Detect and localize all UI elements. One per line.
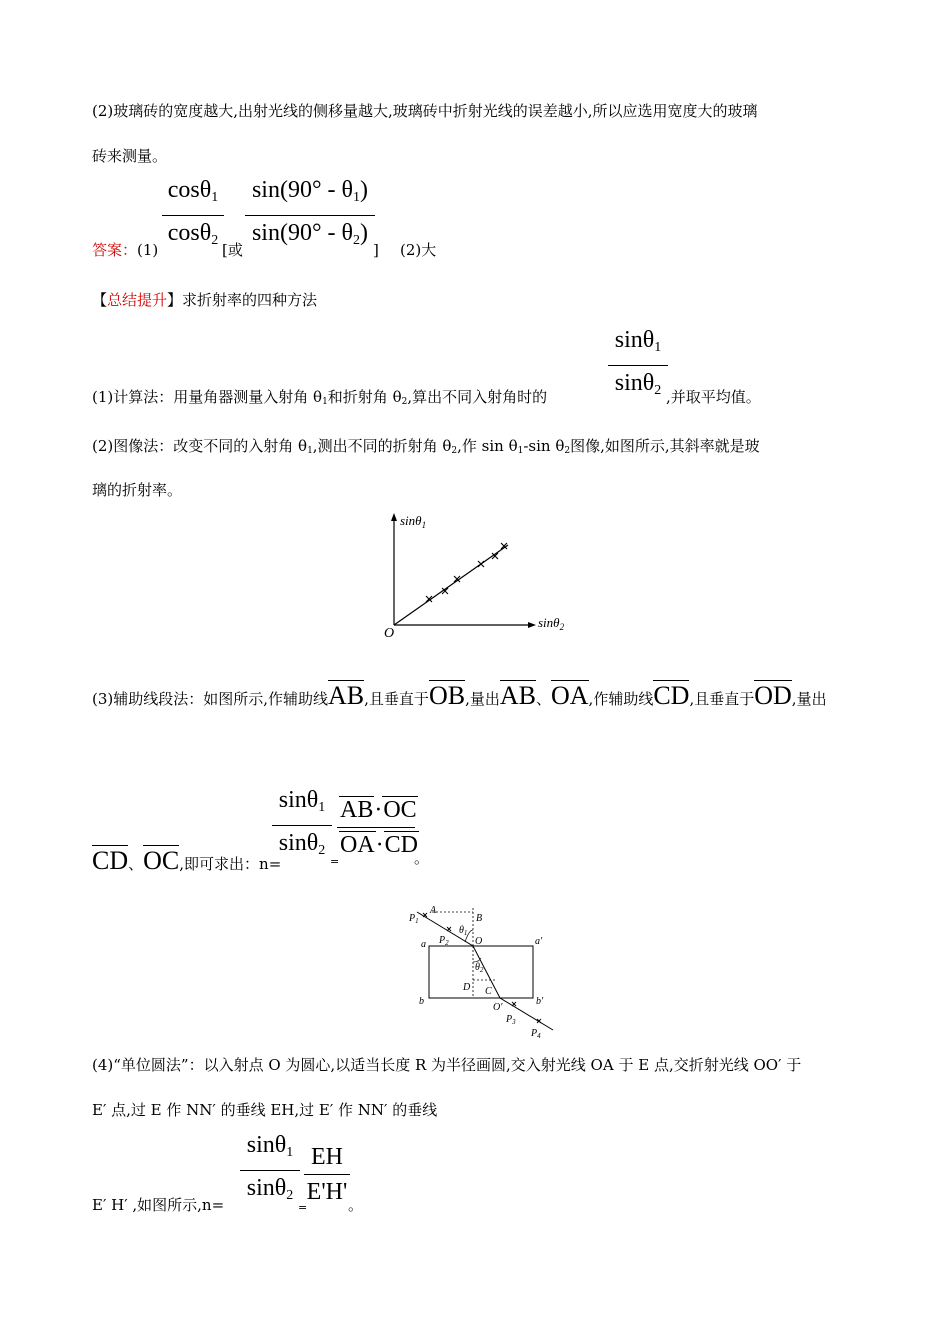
svg-text:D: D [463, 982, 471, 993]
summary-heading: 【总结提升】求折射率的四种方法 [92, 291, 318, 309]
method1-fraction: sinθ$_1$ sinθ$_2$ [608, 325, 668, 406]
method2-line2: 璃的折射率。 [92, 481, 183, 499]
paragraph-line: 砖来测量。 [92, 147, 168, 165]
data-marks [426, 543, 507, 602]
svg-text:P1: $P_1$ [409, 913, 419, 925]
method3-eq: = [330, 855, 340, 868]
answer-line [92, 240, 158, 260]
svg-text:θ2: $\theta_2$ [475, 962, 484, 974]
svg-text:θ1: $\theta_1$ [459, 925, 468, 937]
answer-close: ] [373, 241, 379, 259]
method3-line2: CD、OC,即可求出：n= [92, 846, 282, 875]
answer-label: 答案： [92, 241, 138, 259]
answer-part2: (2)大 [400, 241, 437, 259]
svg-text:P2: $P_2$ [439, 935, 449, 947]
method1-line: (1)计算法：用量角器测量入射角 θ1和折射角 θ2,算出不同入射角时的 [92, 388, 548, 407]
answer-fraction-sin: $\sin(90^\circ - \theta_1)$ $\sin(90^\circ - \theta_2)$ [245, 175, 375, 256]
origin-label: O [384, 626, 395, 641]
svg-text:a: a [421, 939, 426, 950]
answer-or: [或 [222, 241, 243, 259]
method4-fraction-sin: sinθ$_1$ sinθ$_2$ [240, 1130, 300, 1211]
svg-text:b′: b′ [536, 996, 544, 1007]
paragraph-line: (2)玻璃砖的宽度越大,出射光线的侧移量越大,玻璃砖中折射光线的误差越小,所以应选用宽度大的玻璃 [92, 102, 758, 120]
method4-line3: E′ H′ ,如图所示,n= [92, 1196, 225, 1214]
method3-line1: (3)辅助线段法：如图所示,作辅助线AB,且垂直于OB,量出AB、OA,作辅助线CD,且垂直于OD,量出 [92, 681, 827, 710]
answer-part1: (1) [137, 241, 159, 259]
method3-end: 。 [414, 849, 430, 867]
method3-fraction-sin: sinθ$_1$ sinθ$_2$ [272, 785, 332, 866]
sin-graph-figure [370, 505, 590, 645]
method4-line2: E′ 点,过 E 作 NN′ 的垂线 EH,过 E′ 作 NN′ 的垂线 [92, 1101, 438, 1119]
method4-fraction-eh: EH E'H' [304, 1142, 350, 1207]
method4-end: 。 [348, 1196, 364, 1214]
y-axis-label: sinθ$_1$ [400, 513, 427, 530]
svg-text:b: b [419, 996, 424, 1007]
svg-text:B: B [476, 913, 483, 924]
svg-text:C: C [485, 986, 492, 997]
svg-text:O: O [475, 936, 483, 947]
x-axis-label: sinθ$_2$ [538, 615, 565, 632]
svg-text:P4: $P_4$ [531, 1028, 541, 1040]
method1-end: ,并取平均值。 [666, 388, 761, 406]
method2-line: (2)图像法：改变不同的入射角 θ1,测出不同的折射角 θ2,作 sin θ1-sin θ2图像,如图所示,其斜率就是玻 [92, 437, 760, 456]
svg-text:P3: $P_3$ [506, 1014, 516, 1026]
svg-text:a′: a′ [535, 936, 543, 947]
refraction-diagram [395, 900, 570, 1045]
method4-eq: = [298, 1201, 308, 1214]
svg-text:O′: O′ [493, 1002, 503, 1013]
method4-line1: (4)“单位圆法”：以入射点 O 为圆心,以适当长度 R 为半径画圆,交入射光线 OA 于 E 点,交折射光线 OO′ 于 [92, 1056, 802, 1074]
method3-fraction-segments: AB·OC OA·CD [337, 795, 415, 860]
svg-text:A: A [430, 905, 437, 916]
answer-fraction-cos: cosθ$_1$ cosθ$_2$ [162, 175, 224, 256]
